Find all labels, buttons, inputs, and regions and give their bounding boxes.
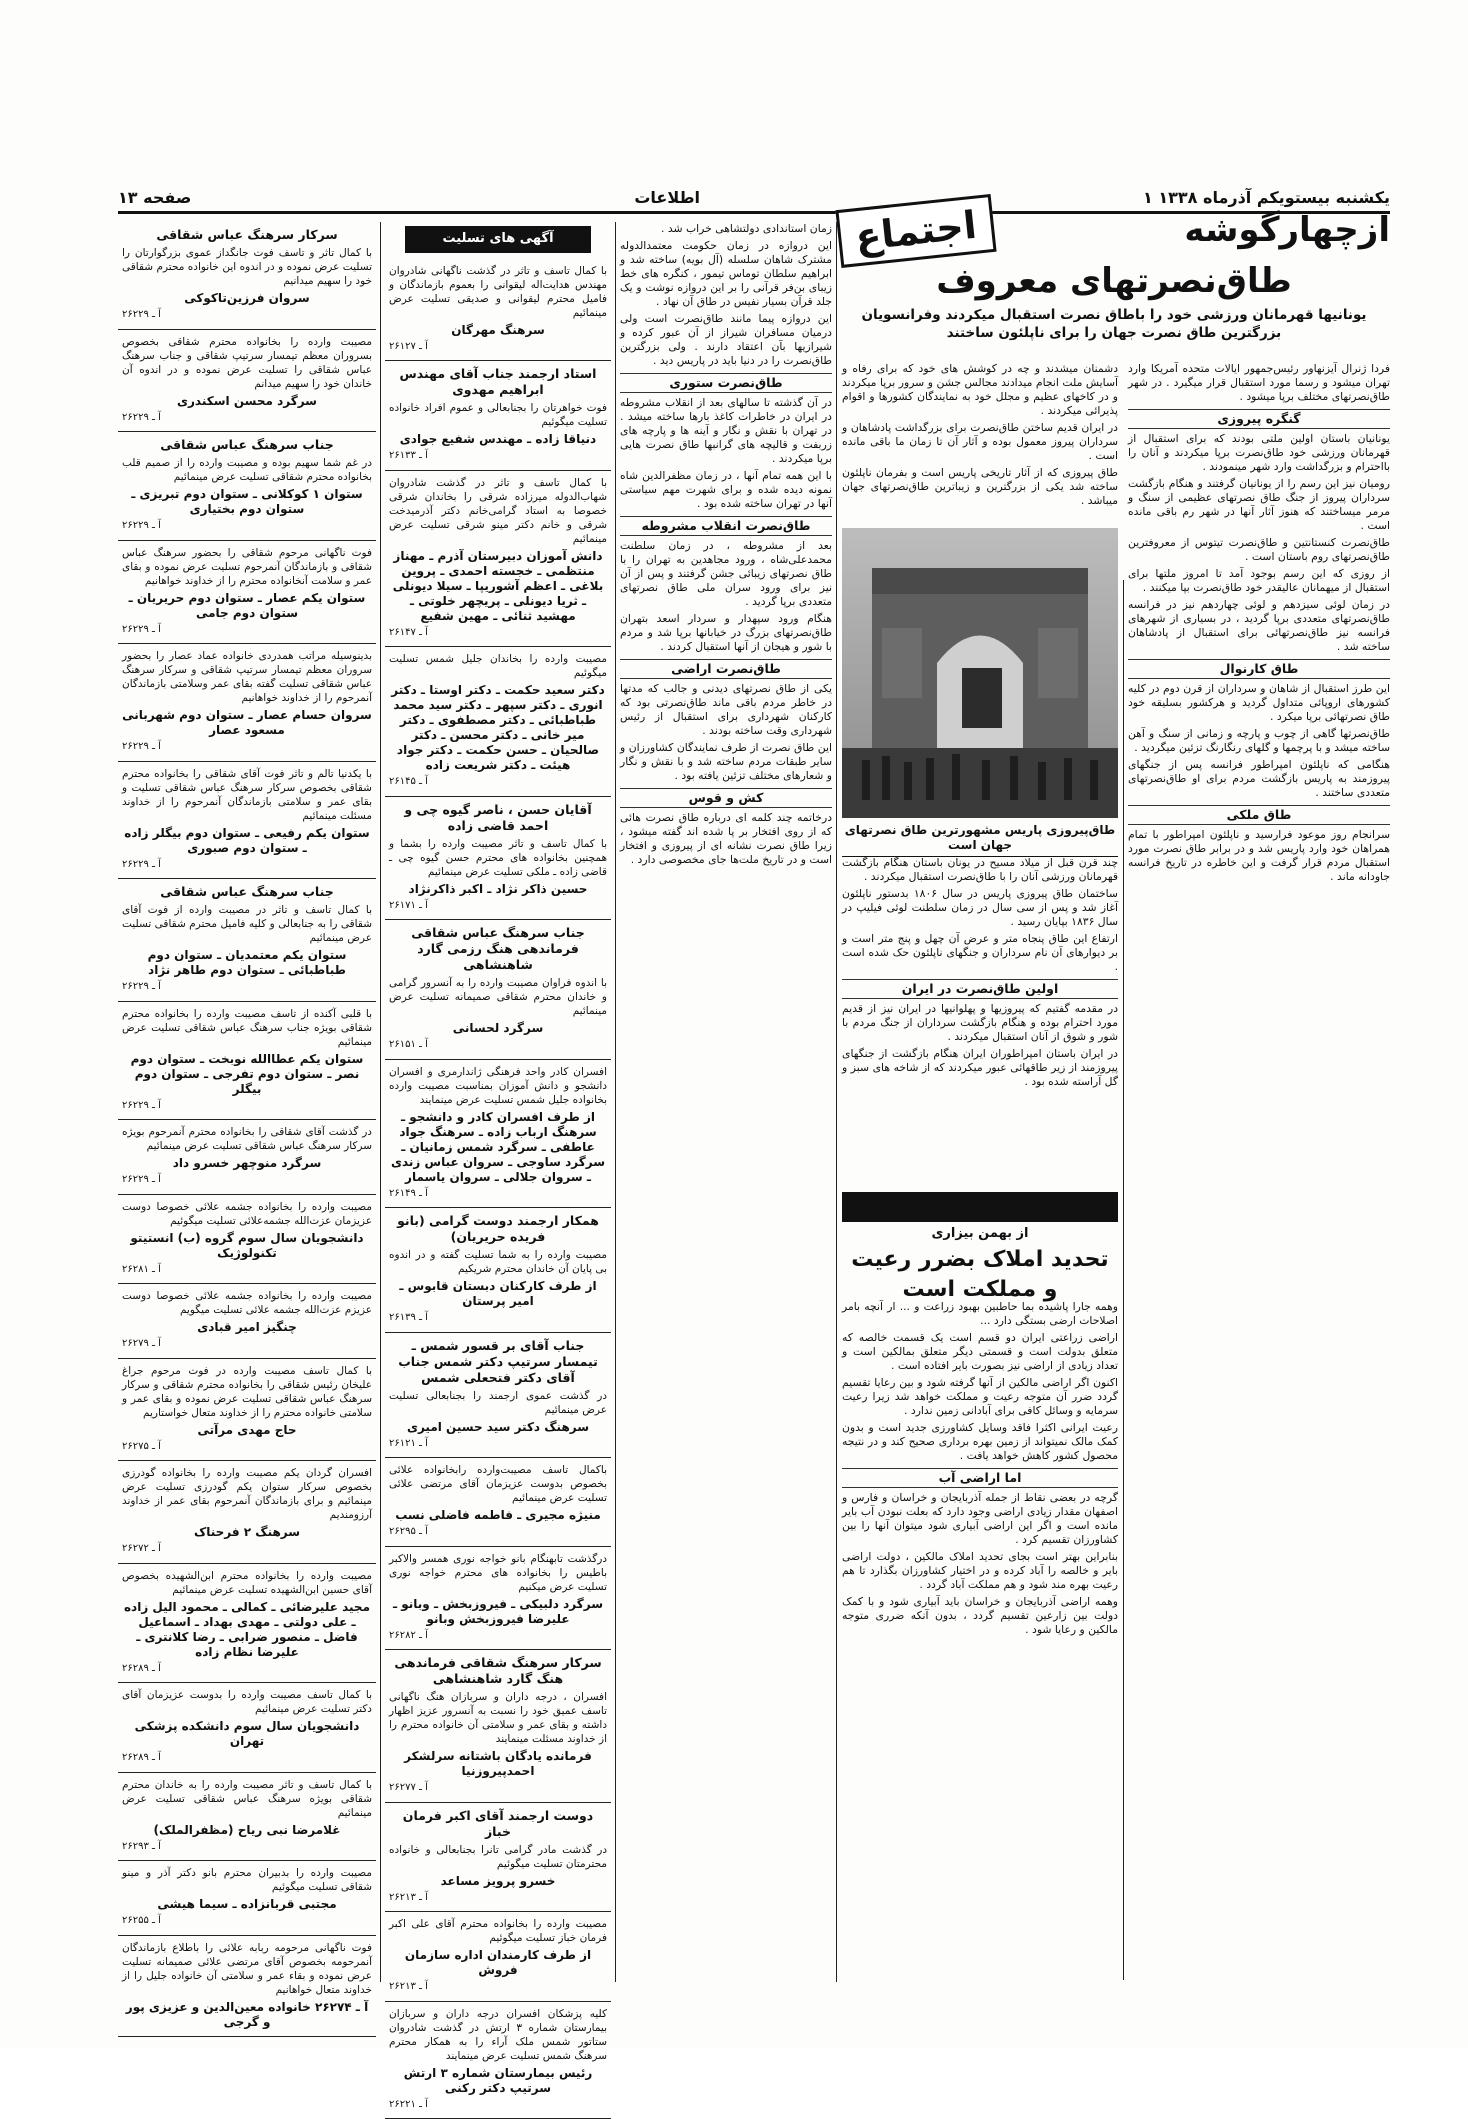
column-rule [1123, 580, 1124, 1980]
notice-body: با یکدنیا تالم و تاثر فوت آقای شقاقی را بخانواده محترم شقاقی بخصوص سرکار سرهنگ عباس شقاقی تسلیت و بقای عمر و سلامتی بازماندگان آنمرحوم را از خداوند مسئلت مینمائیم [122, 767, 372, 823]
notice-signature: فرمانده یادگان باشتانه سرلشکر احمدپیروزنیا [389, 1749, 607, 1779]
article-paragraph: رعیت ایرانی اکثرا فاقد وسایل کشاورزی جدید است و بدون کمک مالک نمیتواند از زمین بهره برداری صحیح کند و در نتیجه محصول کشور کاهش خواهد یافت . [842, 1421, 1118, 1463]
notices-column-mid [385, 222, 611, 1982]
notice-signature: ستوان یکم معتمدیان ـ ستوان دوم طباطبائی ـ ستوان دوم طاهر نژاد [122, 948, 372, 978]
notice-signature: سرگرد دلبیکی ـ فیروزبخش ـ وبانو ـ علیرضا فیروزبخش وبانو [389, 1597, 607, 1627]
notice-body: افسران کادر واحد فرهنگی ژاندارمری و افسران دانشجو و دانش آموزان بمناسبت مصیبت وارده بخانواده جلیل شمس تسلیت عرض مینمایند [389, 1065, 607, 1107]
photo-caption: طاق‌پیروزی پاریس مشهورترین طاق نصرتهای جهان است [842, 820, 1118, 857]
condolence-notice [385, 1547, 611, 1651]
notice-code: آ ـ ۲۶۱۴۹ [389, 1187, 607, 1202]
notice-signature: چنگیز امیر قبادی [122, 1320, 372, 1335]
notice-code: آ ـ ۲۶۲۲۱ [389, 2098, 607, 2113]
notice-signature: دانشجویان سال سوم گروه (ب) انستیتو تکنولوژیک [122, 1231, 372, 1261]
notice-signature: مجید علیرضائی ـ کمالی ـ محمود الیل زاده ـ علی دولتی ـ مهدی بهداد ـ اسماعیل فاضل ـ منصور ضرابی ـ رضا کلانتری ـ علیرضا نظام زاده [122, 1600, 372, 1660]
notice-code: آ ـ ۲۶۲۲۹ [122, 1173, 372, 1188]
notice-code: آ ـ ۲۶۲۷۷ [389, 1781, 607, 1796]
notice-code: آ ـ ۲۶۲۷۹ [122, 1337, 372, 1352]
notice-code: آ ـ ۲۶۲۸۹ [122, 1662, 372, 1677]
condolence-notice [118, 1773, 376, 1862]
article-paragraph: با این همه تمام آنها ، در زمان مظفرالدین شاه نمونه دیده شده و برای شهرت مهم سیاستی آنها در تهران ساخته شده بود . [620, 469, 832, 511]
article-paragraph: در ایران قدیم ساختن طاق‌نصرت برای بزرگداشت پادشاهان و سرداران پیروز معمول بوده و آثار آن تا زمان ما باقی مانده است . [842, 421, 1118, 463]
condolence-notice [385, 1458, 611, 1547]
notice-signature: رئیس بیمارستان شماره ۳ ارتش سرتیپ دکتر رکنی [389, 2066, 607, 2096]
notice-signature: سرگرد لحسانی [389, 1021, 607, 1036]
mid-notices-list [385, 259, 611, 2119]
condolence-notice [118, 222, 376, 330]
article-paragraph: زمان استاندادی دولتشاهی خراب شد . [620, 222, 832, 236]
feature-badge: اجتماع [835, 194, 996, 268]
feature-title: طاق‌نصرتهای معروف [838, 260, 1390, 302]
condolence-notice [385, 2002, 611, 2119]
condolence-notice [385, 797, 611, 921]
article-column-4-top [842, 362, 1118, 522]
article-subhead: گنگره پیروزی [1128, 409, 1390, 429]
article-paragraph: این دروازه در زمان حکومت معتمدالدوله مشترک شاهان سلسله (آل بویه) ساخته شد و ابراهیم سلطان توماس تیمور ، کنگره های خط زیبای بن‌فر قرآنی را بر این دروازه نوشت و یک جلد قرآن بسیار نفیس در طاق آن نهاد . [620, 239, 832, 309]
article-subhead: طاق ملکی [1128, 805, 1390, 825]
notice-signature: دانش آموزان دبیرستان آذرم ـ مهناز منتظمی ـ خجسته احمدی ـ پروین بلاغی ـ اعظم آشوریپا ـ سیلا دیونلی ـ ثریا دیونلی ـ پریچهر خلوتی ـ مهشید ثنائی ـ مهین شفیع [389, 549, 607, 624]
arc-de-triomphe-photo [842, 528, 1118, 818]
notice-body: با اندوه فراوان مصیبت وارده را به آنسرور گرامی و خاندان محترم شقاقی صمیمانه تسلیت عرض مینمائیم [389, 976, 607, 1018]
notice-code: آ ـ ۲۶۲۱۳ [389, 1891, 607, 1906]
condolence-notice [118, 1936, 376, 2037]
article-paragraph: گرچه در بعضی نقاط از جمله آذربایجان و خراسان و فارس و اصفهان مقدار زیادی اراضی وجود دارد که بعلت نبودن آب بایر مانده است و اگر این اراضی آبیاری شود میتوان آنها را بین کشاورزان تقسیم کرد . [842, 1491, 1118, 1547]
condolence-notice [385, 1060, 611, 1209]
notice-signature: مجتبی قربانزاده ـ سیما هیشی [122, 1897, 372, 1912]
notice-body: باکمال تاسف مصیبت‌وارده رابخانواده علائی بخصوص بدوست عزیزمان آقای مرتضی علائی تسلیت عرض مینمائیم [389, 1463, 607, 1505]
article-paragraph: دشمنان میشدند و چه در کوشش های خود که برای رفاه و آسایش ملت انجام میدادند مجالس جشن و سرور برپا میکردند و در کاخهای عظیم و مجلل خود به نمایندگان کشورها و اقوام پذیرائی میکردند . [842, 362, 1118, 418]
condolence-notice [385, 920, 611, 1060]
notice-signature: دنیاقا زاده ـ مهندس شفیع جوادی [389, 432, 607, 447]
notice-title: آقایان حسن ، ناصر گیوه چی و احمد قاضی زاده [389, 802, 607, 834]
notice-title: سرکار سرهنگ عباس شقاقی [122, 227, 372, 243]
notice-code: آ ـ ۲۶۲۲۹ [122, 411, 372, 426]
column-rule [380, 222, 381, 1982]
notice-signature: ستوان یکم عطاالله نوبخت ـ ستوان دوم نصر ـ ستوان دوم تفرجی ـ ستوان دوم بیگلر [122, 1052, 372, 1097]
notice-signature: سرهنگ ۲ فرحناک [122, 1525, 372, 1540]
notice-signature: حاج مهدی مرآتی [122, 1423, 372, 1438]
bahman-byline: از بهمن بیزاری [842, 1226, 1118, 1241]
article-paragraph: ارتفاع این طاق پنجاه متر و عرض آن چهل و پنج متر است و بر دیوارهای آن نام سرداران و جنگهای ناپلئون حک شده است . [842, 932, 1118, 974]
notice-signature: سرگرد منوچهر خسرو داد [122, 1156, 372, 1171]
notice-signature: سرهنگ دکتر سید حسین امیری [389, 1420, 607, 1435]
notice-body: مصیبت وارده را بخانواده محترم آقای علی اکبر فرمان خباز تسلیت میگوئیم [389, 1917, 607, 1945]
article-paragraph: چند قرن قبل از میلاد مسیح در یونان باستان هنگام بازگشت قهرمانان ورزشی آنان را با طاق‌نصرت استقبال میکردند . [842, 856, 1118, 884]
article-paragraph: اراضی زراعتی ایران دو قسم است یک قسمت خالصه که متعلق بدولت است و قسمتی دیگر متعلق بمالکین است و تعداد زیادی از اراضی نیز بصورت بایر افتاده است . [842, 1331, 1118, 1373]
article-column-4-mid [842, 856, 1118, 1186]
notice-signature: از طرف کارکنان دبستان قابوس ـ امیر پرستان [389, 1279, 607, 1309]
article-paragraph: در زمان لوئی سیزدهم و لوئی چهاردهم نیز در فرانسه طاق‌نصرتهای متعددی برپا گردید ، در بسیاری از شهرهای فرانسه نیز طاق‌نصرتهائی برای استقبال از پادشاهان ساخته شد . [1128, 598, 1390, 654]
notice-body: فوت ناگهانی مرحومه ربابه علائی را باطلاع بازماندگان آنمرحومه بخصوص آقای مرتضی علائی صمیمانه تسلیت عرض نموده و بقاء عمر و سلامتی آن خانواده جلیل را از خداوند متعال خواهانیم [122, 1941, 372, 1997]
masthead-page-number: صفحه ۱۳ [118, 188, 191, 207]
condolence-notice [118, 644, 376, 762]
condolence-notice [118, 1284, 376, 1359]
notice-body: با کمال تاسف و تاثر مصیبت وارده را بشما و همچنین بخانواده های محترم حسن گیوه چی ـ قاضی زاده ـ ملکی تسلیت عرض مینمائیم [389, 837, 607, 879]
condolence-notice [118, 1002, 376, 1121]
masthead-paper-name: اطلاعات [634, 188, 700, 207]
article-subhead: طاق‌نصرت انقلاب مشروطه [620, 516, 832, 536]
article-paragraph: اکنون اگر اراضی مالکین از آنها گرفته شود و بین رعایا تقسیم گردد ضرر آن متوجه رعیت و مملکت خواهد شد زیرا رعیت سرمایه و وسائل کافی برای آبادانی زمین ندارد . [842, 1376, 1118, 1418]
article-paragraph: هنگامی که ناپلئون امپراطور فرانسه پس از جنگهای پیروزمند به پاریس بازگشت مردم برای او طاق‌نصرتهای متعددی ساختند . [1128, 758, 1390, 800]
notice-body: درگذشت تابهنگام بانو خواجه نوری همسر والاکبر باطیس را بخانواده های محترم خواجه نوری تسلیت عرض میکنیم [389, 1552, 607, 1594]
notice-code: آ ـ ۲۶۱۳۳ [389, 449, 607, 464]
bahman-banner [842, 1192, 1118, 1222]
notice-signature: از طرف کارمندان اداره سازمان فروش [389, 1948, 607, 1978]
article-paragraph: یونانیان باستان اولین ملتی بودند که برای استقبال از قهرمانان ورزشی خود طاق‌نصرت برپا میکردند و آنان را بااحترام و بزرگداشت وارد شهر مینمودند . [1128, 432, 1390, 474]
notice-body: فوت خواهرتان را بجنابعالی و عموم افراد خانواده تسلیت میگوئیم [389, 401, 607, 429]
article-subhead: اما اراضی آب [842, 1468, 1118, 1488]
article-subhead: طاق کارنوال [1128, 659, 1390, 679]
notice-body: در گذشت مادر گرامی تانرا بجنابعالی و خانواده محترمتان تسلیت میگوئیم [389, 1843, 607, 1871]
notice-body: در گذشت عموی ارجمند را بجنابعالی تسلیت عرض مینمائیم [389, 1389, 607, 1417]
condolence-notice [118, 330, 376, 433]
notice-signature: ستوان ۱ کوکلانی ـ ستوان دوم تبریزی ـ ستوان دوم بختیاری [122, 487, 372, 517]
article-paragraph: طاق‌نصرتها گاهی از چوب و پارچه و زمانی از سنگ و آهن ساخته میشد و با پرچمها و گلهای رنگارنگ تزئین میگردید . [1128, 727, 1390, 755]
condolence-notice [385, 361, 611, 471]
notice-code: آ ـ ۲۶۲۷۲ [122, 1542, 372, 1557]
article-paragraph: سرانجام روز موعود فرارسید و ناپلئون امپراطور با تمام همراهان خود وارد پاریس شد و در برابر طاق نصرت مورد استقبال مردم قرار گرفت و این خاطره در تاریخ فرانسه جاودانه ماند . [1128, 828, 1390, 884]
article-paragraph: در مقدمه گفتیم که پیروزیها و پهلوانیها در ایران نیز از قدیم مورد احترام بوده و هنگام بازگشت سرداران از جنگ مردم با شور و شوق از آنان استقبال میکردند . [842, 1002, 1118, 1044]
article-paragraph: این طرز استقبال از شاهان و سرداران از قرن دوم در کلیه کشورهای اروپائی متداول گردید و هرکشور بسلیقه خود طاق نصرتهائی برپا میکرد . [1128, 682, 1390, 724]
condolence-notice [385, 1333, 611, 1459]
condolence-notice [118, 432, 376, 541]
condolence-notice [118, 1564, 376, 1684]
notice-code: آ ـ ۲۶۲۲۹ [122, 1099, 372, 1114]
notices-column-left [118, 222, 376, 1982]
notice-signature: سروان فرزین‌تاکوکی [122, 291, 372, 306]
notice-body: افسران گردان یکم مصیبت وارده را بخانواده گودرزی بخصوص سرکار ستوان یکم گودرزی تسلیت عرض مینمائیم و برای بازماندگان آنمرحوم بقای عمر از خداوند آرزومندیم [122, 1466, 372, 1522]
notice-body: مصیبت وارده را بدبیران محترم بانو دکتر آذر و مینو شقاقی تسلیت میگوئیم [122, 1866, 372, 1894]
notice-body: مصیبت وارده را بخانواده جشمه علائی خصوصا دوست عزیزم عزت‌الله جشمه علائی تسلیت میگویم [122, 1289, 372, 1317]
bahman-headline: تحدید املاک بضرر رعیت و مملکت است [842, 1245, 1118, 1305]
notice-code: آ ـ ۲۶۲۲۹ [122, 740, 372, 755]
notice-code: آ ـ ۲۶۱۳۹ [389, 1311, 607, 1326]
notice-body: با کمال تاسف و تاثر مصیبت وارده را به خاندان محترم شقاقی بویژه سرهنگ عباس شقاقی تسلیت عرض مینمائیم [122, 1778, 372, 1820]
notice-signature: ستوان یکم عصار ـ ستوان دوم حریریان ـ ستوان دوم جامی [122, 591, 372, 621]
notice-code: آ ـ ۲۶۲۱۳ [389, 1980, 607, 1995]
article-column-5 [1128, 362, 1390, 1982]
notice-signature: آ ـ ۲۶۲۷۴ خانواده معین‌الدین و عزیزی پور و گرجی [122, 2000, 372, 2030]
condolence-notice [118, 541, 376, 645]
condolence-notice [118, 1195, 376, 1285]
article-paragraph: بنابراین بهتر است بجای تحدید املاک مالکین ، دولت اراضی بایر و خالصه را آباد کرده و در اختیار کشاورزان بگذارد تا هم رعیت بهره مند شود و هم مملکت آباد گردد . [842, 1550, 1118, 1592]
notice-signature: دانشجویان سال سوم دانشکده پزشکی تهران [122, 1719, 372, 1749]
article-subhead: کش و قوس [620, 788, 832, 808]
notice-code: آ ـ ۲۶۱۵۱ [389, 1038, 607, 1053]
notice-signature: از طرف افسران کادر و دانشجو ـ سرهنگ ارباب زاده ـ سرهنگ جواد عاطفی ـ سرگرد شمس زمانیان ـ سرگرد ساوجی ـ سروان عباس زندی ـ سروان جلالی ـ سروان یاسمار [389, 1110, 607, 1185]
notice-title: جناب آقای بر قسور شمس ـ تیمسار سرتیپ دکتر شمس جناب آقای دکتر فتحعلی شمس [389, 1338, 607, 1386]
notice-signature: خسرو پرویز مساعد [389, 1874, 607, 1889]
article-paragraph: فردا ژنرال آیزنهاور رئیس‌جمهور ایالات متحده آمریکا وارد تهران میشود و رسما مورد استقبال قرار میگیرد . در شهر طاق‌نصرتهای مختلف برپا میشود . [1128, 362, 1390, 404]
article-paragraph: یکی از طاق نصرتهای دیدنی و جالب که مدتها در خاطر مردم باقی ماند طاق‌نصرتی بود که کارکنان شهرداری برای استقبال از رئیس شهرداری وقت ساخته بودند . [620, 682, 832, 738]
condolence-notice [118, 879, 376, 1002]
notice-code: آ ـ ۲۶۱۴۷ [389, 626, 607, 641]
notice-code: آ ـ ۲۶۲۲۹ [122, 980, 372, 995]
article-paragraph: درخاتمه چند کلمه ای درباره طاق نصرت هائی که از روی افتخار بر پا شده اند گفته میشود ، زیرا طاق نصرت نشانه ای از پیروزی و افتخار است و در تاریخ ملت‌ها جای مخصوصی دارد . [620, 811, 832, 867]
notice-code: آ ـ ۲۶۲۹۵ [389, 1525, 607, 1540]
column-rule [836, 222, 837, 1982]
article-subhead: طاق‌نصرت اراضی [620, 659, 832, 679]
notice-code: آ ـ ۲۶۲۲۹ [122, 308, 372, 323]
notice-title: جناب سرهنگ عباس شقاقی [122, 884, 372, 900]
article-paragraph: از روزی که این رسم بوجود آمد تا امروز ملتها برای استقبال از میهمانان عالیقدر خود طاق‌نصرت بپا میکنند . [1128, 567, 1390, 595]
notice-body: مصیبت وارده را بخاندان جلیل شمس تسلیت میگوئیم [389, 652, 607, 680]
notice-signature: سروان حسام عصار ـ ستوان دوم شهربانی مسعود عصار [122, 708, 372, 738]
condolence-notice [385, 1912, 611, 2002]
notice-signature: سرهنگ مهرگان [389, 323, 607, 338]
notice-code: آ ـ ۲۶۱۷۱ [389, 899, 607, 914]
article-column-3 [620, 222, 832, 1982]
notice-body: با کمال تاسف و تاثر در گذشت ناگهانی شادروان مهندس هدایت‌اله لیقوانی را بعموم بازماندگان و فامیل محترم لیقوانی و صدیقی تسلیت عرض مینمائیم [389, 264, 607, 320]
notice-body: مصیبت وارده را بخانواده محترم شقاقی بخصوص بسروران معظم تیمسار سرتیپ شقاقی و جناب سرهنگ عباس شقاقی را تسلیت عرض نموده و در اندوه آن خاندان خود را سهیم میدانم [122, 335, 372, 391]
notice-title: سرکار سرهنگ شقاقی فرماندهی هنگ گارد شاهنشاهی [389, 1655, 607, 1687]
notice-title: استاد ارجمند جناب آقای مهندس ابراهیم مهدوی [389, 366, 607, 398]
notice-code: آ ـ ۲۶۲۵۵ [122, 1914, 372, 1929]
condolence-notice [118, 1461, 376, 1564]
notice-body: در غم شما سهیم بوده و مصیبت وارده را از صمیم قلب بخانواده محترم شقاقی تسلیت عرض مینمائیم [122, 456, 372, 484]
notice-code: آ ـ ۲۶۲۷۵ [122, 1440, 372, 1455]
notice-code: آ ـ ۲۶۲۸۱ [122, 1263, 372, 1278]
condolence-notice [385, 259, 611, 362]
article-paragraph: ساختمان طاق پیروزی پاریس در سال ۱۸۰۶ بدستور ناپلئون آغاز شد و پس از سی سال در زمان سلطنت لوئی فیلیپ در سال ۱۸۳۶ بپایان رسید . [842, 887, 1118, 929]
notice-body: مصیبت وارده را بخانواده محترم ابن‌الشهیده بخصوص آقای حسین ابن‌الشهیده تسلیت عرض مینمائیم [122, 1569, 372, 1597]
article-paragraph: وهمه اراضی آذربایجان و خراسان باید آبیاری شود و با کمک دولت بین زارعین تقسیم گردد ، بدون آنکه ضرری متوجه مالکین و رعایا شود . [842, 1595, 1118, 1637]
notice-body: با کمال تاسف مصیبت وارده در فوت مرحوم جراغ علیخان رئیس شقاقی را بخانواده محترم شقاقی و سرکار سرهنگ عباس شقاقی تسلیت عرض نموده و بقای عمر و سلامتی خانواده محترم را از خداوند متعال خواستاریم [122, 1364, 372, 1420]
notice-body: با قلبی آکنده از تاسف مصیبت وارده را بخانواده محترم شقاقی بویژه جناب سرهنگ عباس شقاقی تسلیت عرض مینمائیم [122, 1007, 372, 1049]
notice-body: افسران ، درجه داران و سربازان هنگ ناگهانی تاسف عمیق خود را نسبت به آنسرور عزیز اظهار داشته و بقای عمر و سلامتی آن خانواده محترم را از خداوند مسئلت مینمایند [389, 1690, 607, 1746]
notice-code: آ ـ ۲۶۲۲۹ [122, 623, 372, 638]
notice-code: آ ـ ۲۶۲۸۲ [389, 1629, 607, 1644]
mourning-section-head: آگهی های تسلیت [405, 226, 591, 253]
notice-code: آ ـ ۲۶۱۲۷ [389, 340, 607, 355]
article-paragraph: در آن گذشته تا سالهای بعد از انقلاب مشروطه در ایران در خاطرات کاغذ بارها ساخته میشد . در تهران با نقش و نگار و آینه ها و پارچه های زربفت و قالیچه های گرانبها طاق نصرت هایی برپا میکردند . [620, 396, 832, 466]
notice-code: آ ـ ۲۶۱۲۱ [389, 1437, 607, 1452]
condolence-notice [385, 471, 611, 648]
article-paragraph: طاق‌نصرت کنستانتین و طاق‌نصرت تیتوس از معروفترین طاق‌نصرتهای روم باستان است . [1128, 536, 1390, 564]
article-paragraph: در ایران باستان امپراطوران ایران هنگام بازگشت از جنگهای پیروزمند از زیر طاقهائی عبور میکردند که از شاخه های سبز و گل آراسته شده بود . [842, 1047, 1118, 1089]
notice-body: مصیبت وارده را بخانواده جشمه علائی خصوصا دوست عزیزمان عزت‌الله جشمه‌علائی تسلیت میگوئیم [122, 1200, 372, 1228]
notice-signature: منیژه مجیری ـ فاطمه فاضلی نسب [389, 1508, 607, 1523]
article-subhead: اولین طاق‌نصرت در ایران [842, 979, 1118, 999]
notice-code: آ ـ ۲۶۲۹۳ [122, 1840, 372, 1855]
condolence-notice [118, 1120, 376, 1195]
article-paragraph: وهمه جارا پاشیده بما حاطبین بهبود زراعت و ... ار آنچه بامر اصلاحات ارضی بستگی دارد ... [842, 1300, 1118, 1328]
article-paragraph: رومیان نیز این رسم را از یونانیان گرفتند و هنگام بازگشت سرداران پیروز از جنگ طاق نصرتهای عظیمی از سنگ و مرمر میساختند که هنوز آثار آنها در شهر رم باقی مانده است . [1128, 477, 1390, 533]
bahman-article-body [842, 1300, 1118, 1980]
feature-header [838, 200, 1390, 342]
condolence-notice [118, 1359, 376, 1462]
notice-title: جناب سرهنگ عباس شقاقی فرماندهی هنگ رزمی گارد شاهنشاهی [389, 925, 607, 973]
notice-code: آ ـ ۲۶۱۴۵ [389, 775, 607, 790]
condolence-notice [118, 762, 376, 880]
article-subhead: طاق‌نصرت ستوری [620, 373, 832, 393]
feature-kicker: ازچهارگوشه [1184, 210, 1390, 250]
notice-body: با کمال تاسف و تاثر در گذشت شادروان شهاب‌الدوله میرزاده شرقی را بخاندان شرقی خصوصا به استاد گرامی‌خانم دکتر آذرمیدخت شرقی و خانم دکتر مینو شرقی تسلیت عرض مینمائیم [389, 476, 607, 546]
notice-code: آ ـ ۲۶۲۸۹ [122, 1751, 372, 1766]
condolence-notice [385, 647, 611, 797]
condolence-notice [385, 1803, 611, 1913]
article-paragraph: این طاق نصرت از طرف نمایندگان کشاورزان و سایر طبقات مردم ساخته شد و با نقش و نگار و شعارهای مختلف تزئین یافته بود . [620, 741, 832, 783]
notice-code: آ ـ ۲۶۲۲۹ [122, 858, 372, 873]
notice-body: کلیه پزشکان افسران درجه داران و سربازان بیمارستان شماره ۳ ارتش در گذشت شادروان ستاتور شمس ملک آراء را به همکار محترم سرهنگ شمس تسلیت عرض مینمایند [389, 2007, 607, 2063]
notice-body: با کمال تاسف و تاثر در مصیبت وارده از فوت آقای شقاقی را به جنابعالی و کلیه فامیل محترم شقاقی تسلیت عرض مینمائیم [122, 903, 372, 945]
notice-signature: حسین ذاکر نژاد ـ اکبر ذاکرنژاد [389, 882, 607, 897]
notice-title: همکار ارجمند دوست گرامی (بانو فریده حریریان) [389, 1213, 607, 1245]
condolence-notice [385, 1650, 611, 1803]
notice-title: جناب سرهنگ عباس شقاقی [122, 437, 372, 453]
bahman-article-header [842, 1192, 1118, 1309]
column-rule [615, 222, 616, 1982]
feature-deck: یونانیها قهرمانان ورزشی خود را باطاق نصرت استقبال میکردند وفرانسویان بزرگترین طاق نصرت جهان را برای ناپلئون ساختند [838, 306, 1390, 342]
condolence-notice [118, 1861, 376, 1936]
condolence-notice [385, 1208, 611, 1333]
notice-body: در گذشت آقای شقاقی را بخانواده محترم آنمرحوم بویژه سرکار سرهنگ عباس شقاقی تسلیت عرض مینمائیم [122, 1125, 372, 1153]
notice-body: فوت ناگهانی مرحوم شقاقی را بحضور سرهنگ عباس شقاقی و بازماندگان آنمرحوم تسلیت عرض نموده و بقای عمر و سلامت آنخانواده محترم را از خداوند خواهانیم [122, 546, 372, 588]
masthead-date: یکشنبه بیستویکم آذرماه ۱۳۳۸ ۱ [1143, 188, 1390, 207]
notice-body: مصیبت وارده را به شما تسلیت گفته و در اندوه بی پایان آن خاندان محترم شریکیم [389, 1248, 607, 1276]
notice-body: با کمال تاثر و تاسف فوت جانگداز عموی بزرگوارتان را تسلیت عرض نموده و در اندوه این خانواده محترم شقاقی خود را سهیم میدانیم [122, 246, 372, 288]
article-paragraph: طاق پیروزی که از آثار تاریخی پاریس است و بفرمان ناپلئون ساخته شد یکی از بزرگترین و زیباترین طاق‌نصرتهای جهان میباشد . [842, 466, 1118, 508]
condolence-notice [118, 1683, 376, 1773]
notice-title: دوست ارجمند آقای اکبر فرمان خباز [389, 1808, 607, 1840]
notice-signature: دکتر سعید حکمت ـ دکتر اوستا ـ دکتر انوری ـ دکتر سپهر ـ دکتر سید محمد طباطبائی ـ دکتر مصطفوی ـ دکتر میر خانی ـ دکتر محسن ـ دکتر صالحیان ـ حسن حکمت ـ دکتر جواد هیئت ـ دکتر شریعت زاده [389, 683, 607, 773]
article-paragraph: این دروازه پیما مانند طاق‌نصرت است ولی درمیان مسافران شیراز از آن عبور کرده و شیرازیها بآن اعتقاد دارند . ولی بزرگترین طاق‌نصرت را در دنیا باید در پاریس دید . [620, 312, 832, 368]
notice-body: با کمال تاسف مصیبت وارده را بدوست عزیزمان آقای دکتر تسلیت عرض مینمائیم [122, 1688, 372, 1716]
notice-body: بدینوسیله مراتب همدردی خانواده عماد عصار را بحضور سروران معظم تیمسار سرتیپ شقاقی و سرکار سرهنگ عباس شقاقی تسلیت گفته بقای عمر وسلامتی بازماندگان آنمرحوم را از خداوند خواهانیم [122, 649, 372, 705]
notice-signature: ستوان یکم رفیعی ـ ستوان دوم بیگلر زاده ـ ستوان دوم صبوری [122, 826, 372, 856]
notice-signature: غلامرضا نبی ریاح (مظفرالملک) [122, 1823, 372, 1838]
article-paragraph: هنگام ورود سپهدار و سردار اسعد بتهران طاق‌نصرتهای بزرگ در خیابانها برپا شد و مردم با شور و هیجان از آنها استقبال کردند . [620, 612, 832, 654]
article-paragraph: بعد از مشروطه ، در زمان سلطنت محمدعلی‌شاه ، ورود مجاهدین به تهران را با طاق نصرتهای زیبائی جشن گرفتند و پس از آن نیز برای ورود سران ملی طاق نصرتهای متعددی برپا گردید . [620, 539, 832, 609]
notice-code: آ ـ ۲۶۲۲۹ [122, 519, 372, 534]
notice-signature: سرگرد محسن اسکندری [122, 394, 372, 409]
